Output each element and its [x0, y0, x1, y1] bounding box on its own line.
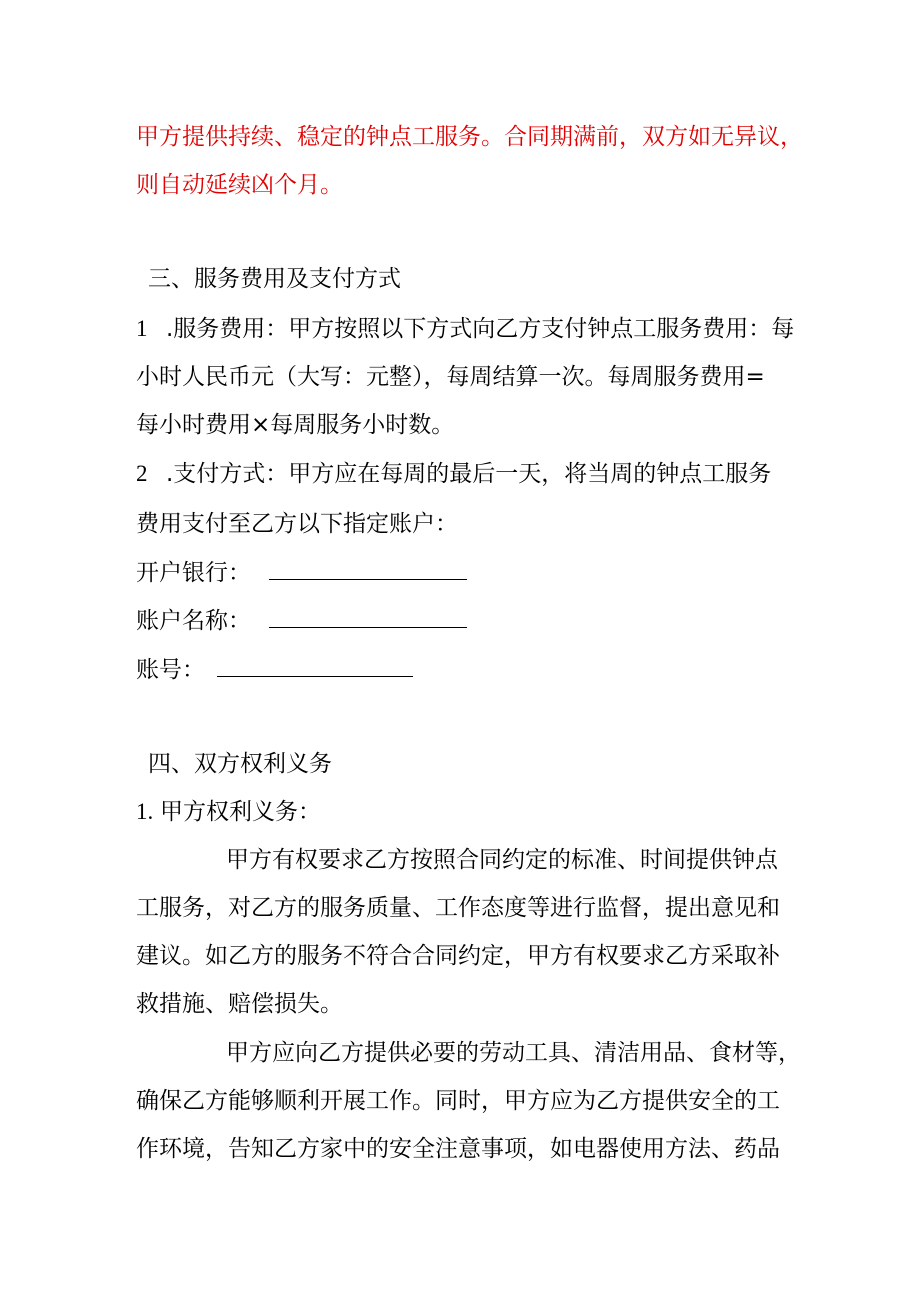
para-1-line-1: 甲方有权要求乙方按照合同约定的标准、时间提供钟点 — [226, 847, 778, 873]
sub-number: 1. — [136, 799, 154, 824]
account-number-label: 账号： — [136, 657, 205, 683]
section-3-item-2-line-2: 费用支付至乙方以下指定账户： — [136, 511, 458, 537]
account-name-field — [136, 605, 467, 636]
account-number-blank-line[interactable] — [217, 654, 413, 677]
intro-line-2: 则自动延续凶个月。 — [136, 172, 343, 198]
account-name-blank-line[interactable] — [269, 605, 467, 628]
bank-field — [136, 557, 467, 588]
para-2-line-3: 作环境，告知乙方家中的安全注意事项，如电器使用方法、药品 — [136, 1136, 780, 1162]
bank-blank-line[interactable] — [269, 557, 467, 580]
section-3-item-1-line-2: 小时人民币元（大写：元整），每周结算一次。每周服务费用= — [136, 364, 765, 390]
item-number: 2 — [136, 461, 148, 486]
para-2-line-2: 确保乙方能够顺利开展工作。同时，甲方应为乙方提供安全的工 — [136, 1088, 780, 1114]
section-3-item-1-line-1 — [136, 314, 794, 344]
para-1-line-2: 工服务，对乙方的服务质量、工作态度等进行监督，提出意见和 — [136, 895, 780, 921]
para-1-line-3: 建议。如乙方的服务不符合合同约定，甲方有权要求乙方采取补 — [136, 943, 780, 969]
intro-line-1: 甲方提供持续、稳定的钟点工服务。合同期满前，双方如无异议， — [136, 124, 803, 150]
section-4-heading: 四、双方权利义务 — [148, 751, 332, 777]
para-1-line-4: 救措施、赔偿损失。 — [136, 991, 343, 1017]
item-text: .支付方式：甲方应在每周的最后一天，将当周的钟点工服务 — [166, 461, 772, 487]
item-number: 1 — [136, 316, 148, 341]
section-3-item-1-line-3: 每小时费用×每周服务小时数。 — [136, 412, 455, 438]
para-2-line-1: 甲方应向乙方提供必要的劳动工具、清洁用品、食材等， — [226, 1040, 801, 1066]
section-3-item-2-line-1 — [136, 459, 771, 489]
bank-label: 开户银行： — [136, 560, 251, 586]
account-name-label: 账户名称： — [136, 608, 251, 634]
item-text: .服务费用：甲方按照以下方式向乙方支付钟点工服务费用：每 — [166, 316, 795, 342]
section-3-heading: 三、服务费用及支付方式 — [148, 266, 401, 292]
account-number-field — [136, 654, 413, 685]
section-4-subheading-1 — [136, 797, 321, 827]
sub-title: 甲方权利义务： — [160, 799, 321, 825]
